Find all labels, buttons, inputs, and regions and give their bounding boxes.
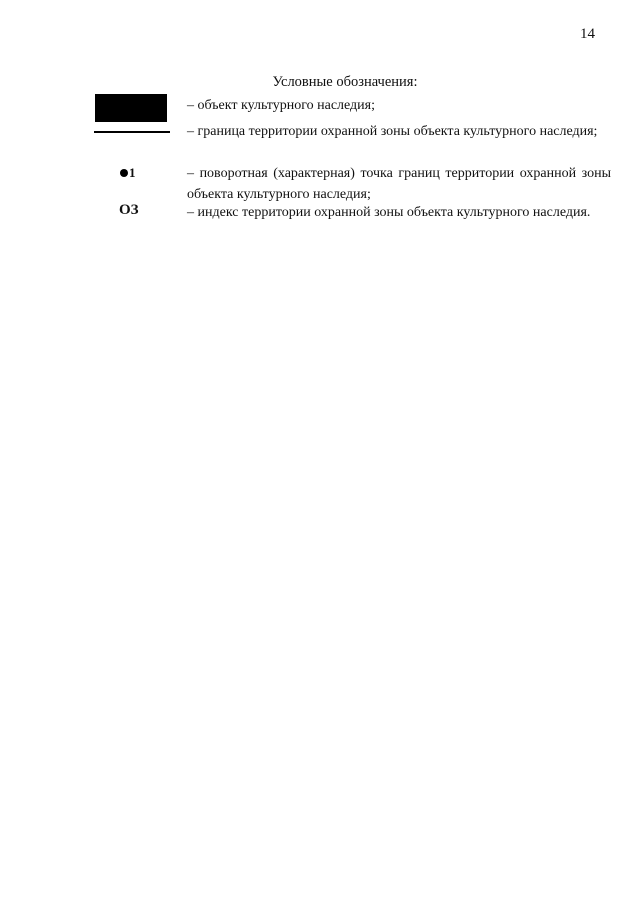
boundary-line-symbol [94,131,170,133]
legend-description: – поворотная (характерная) точка границ территории охранной зоны объекта культурного наследия; [187,166,611,202]
point-dot-icon [120,169,128,177]
zone-index-symbol: ОЗ [119,202,139,218]
turning-point-symbol [120,165,136,181]
heritage-object-symbol [95,94,167,122]
legend-description: – граница территории охранной зоны объекта культурного наследия; [187,124,598,139]
legend-description: – объект культурного наследия; [187,98,375,113]
turning-point-label: 1 [129,165,136,180]
legend-description: – индекс территории охранной зоны объекта культурного наследия. [187,205,591,220]
legend-title: Условные обозначения: [272,74,418,90]
page-number: 14 [580,26,595,42]
